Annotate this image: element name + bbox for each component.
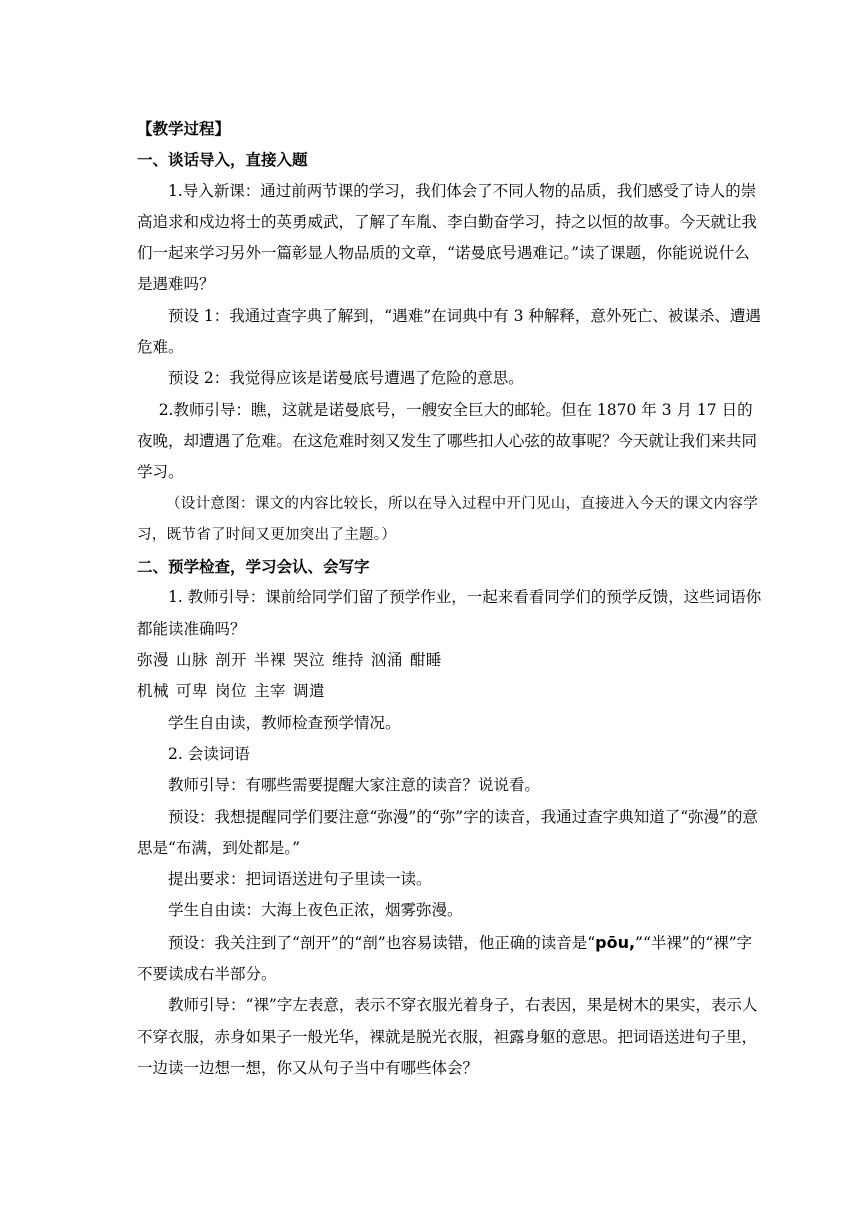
word: 机械 xyxy=(137,682,170,701)
word: 维持 xyxy=(331,651,364,670)
paragraph: 预设 2：我觉得应该是诺曼底号遭遇了危险的意思。 xyxy=(168,369,524,388)
word: 岗位 xyxy=(214,682,247,701)
paragraph: 2.教师引导：瞧，这就是诺曼底号，一艘安全巨大的邮轮。但在 1870 年 3 月 17 日的夜晚，却遭遇了危难。在这危难时刻又发生了哪些扣人心弦的故事呢？今天就让我们来共同学习。 xyxy=(137,400,758,482)
document-body xyxy=(137,113,763,1084)
paragraph: 提出要求：把词语送进句子里读一读。 xyxy=(168,870,432,889)
word: 汹涌 xyxy=(370,651,403,670)
pinyin-text: pōu, xyxy=(595,932,636,952)
paragraph: 预设：我想提醒同学们要注意“弥漫”的“弥”字的读音，我通过查字典知道了“弥漫”的意思是“布满，到处都是。” xyxy=(137,807,759,857)
word: 主宰 xyxy=(253,682,286,701)
paragraph: 学生自由读，教师检查预学情况。 xyxy=(168,713,401,732)
paragraph xyxy=(137,927,763,991)
paragraph: 学生自由读：大海上夜色正浓，烟雾弥漫。 xyxy=(168,901,463,920)
word-list-row-2 xyxy=(137,676,763,707)
word: 半裸 xyxy=(253,651,286,670)
paragraph: 教师引导：有哪些需要提醒大家注意的读音？说说看。 xyxy=(168,776,541,795)
word: 山脉 xyxy=(175,651,208,670)
word: 剖开 xyxy=(214,651,247,670)
section-1-title: 一、谈话导入，直接入题 xyxy=(137,150,308,170)
section-2-title: 二、预学检查，学习会认、会写字 xyxy=(137,557,370,577)
word: 弥漫 xyxy=(137,651,170,670)
word: 可卑 xyxy=(175,682,208,701)
word-list-row-1 xyxy=(137,645,763,676)
paragraph-text: ”“半裸”的“裸”字不要读成右半部分。 xyxy=(137,933,753,984)
design-intent-paragraph: （设计意图：课文的内容比较长，所以在导入过程中开门见山，直接进入今天的课文内容学习，既节省了时间又更加突出了主题。） xyxy=(137,495,758,543)
paragraph: 预设 1：我通过查字典了解到，“遇难”在词典中有 3 种解释，意外死亡、被谋杀、遭遇危难。 xyxy=(137,306,761,357)
paragraph: 2. 会读词语 xyxy=(168,744,250,763)
paragraph: 1.导入新课：通过前两节课的学习，我们体会了不同人物的品质，我们感受了诗人的崇高追求和戍边将士的英勇威武，了解了车胤、李白勤奋学习，持之以恒的故事。今天就让我们一起来学习另外一篇彰显人物品质的文章，“诺曼底号遇难记。”读了课题，你能说说什么是遇难吗？ xyxy=(137,181,758,294)
paragraph-text: 预设：我关注到了“剖开”的“剖”也容易读错，他正确的读音是“ xyxy=(168,933,596,952)
word: 调遣 xyxy=(292,682,325,701)
word: 哭泣 xyxy=(292,651,325,670)
word: 酣睡 xyxy=(409,651,442,670)
paragraph: 1. 教师引导：课前给同学们留了预学作业，一起来看看同学们的预学反馈，这些词语你都能读准确吗？ xyxy=(137,588,762,638)
teaching-process-heading: 【教学过程】 xyxy=(137,119,231,138)
paragraph: 教师引导：“裸”字左表意，表示不穿衣服光着身子，右表因，果是树木的果实，表示人不穿衣服，赤身如果子一般光华，裸就是脱光衣服，袒露身躯的意思。把词语送进句子里，一边读一边想一想，你又从句子当中有哪些体会？ xyxy=(137,996,758,1077)
